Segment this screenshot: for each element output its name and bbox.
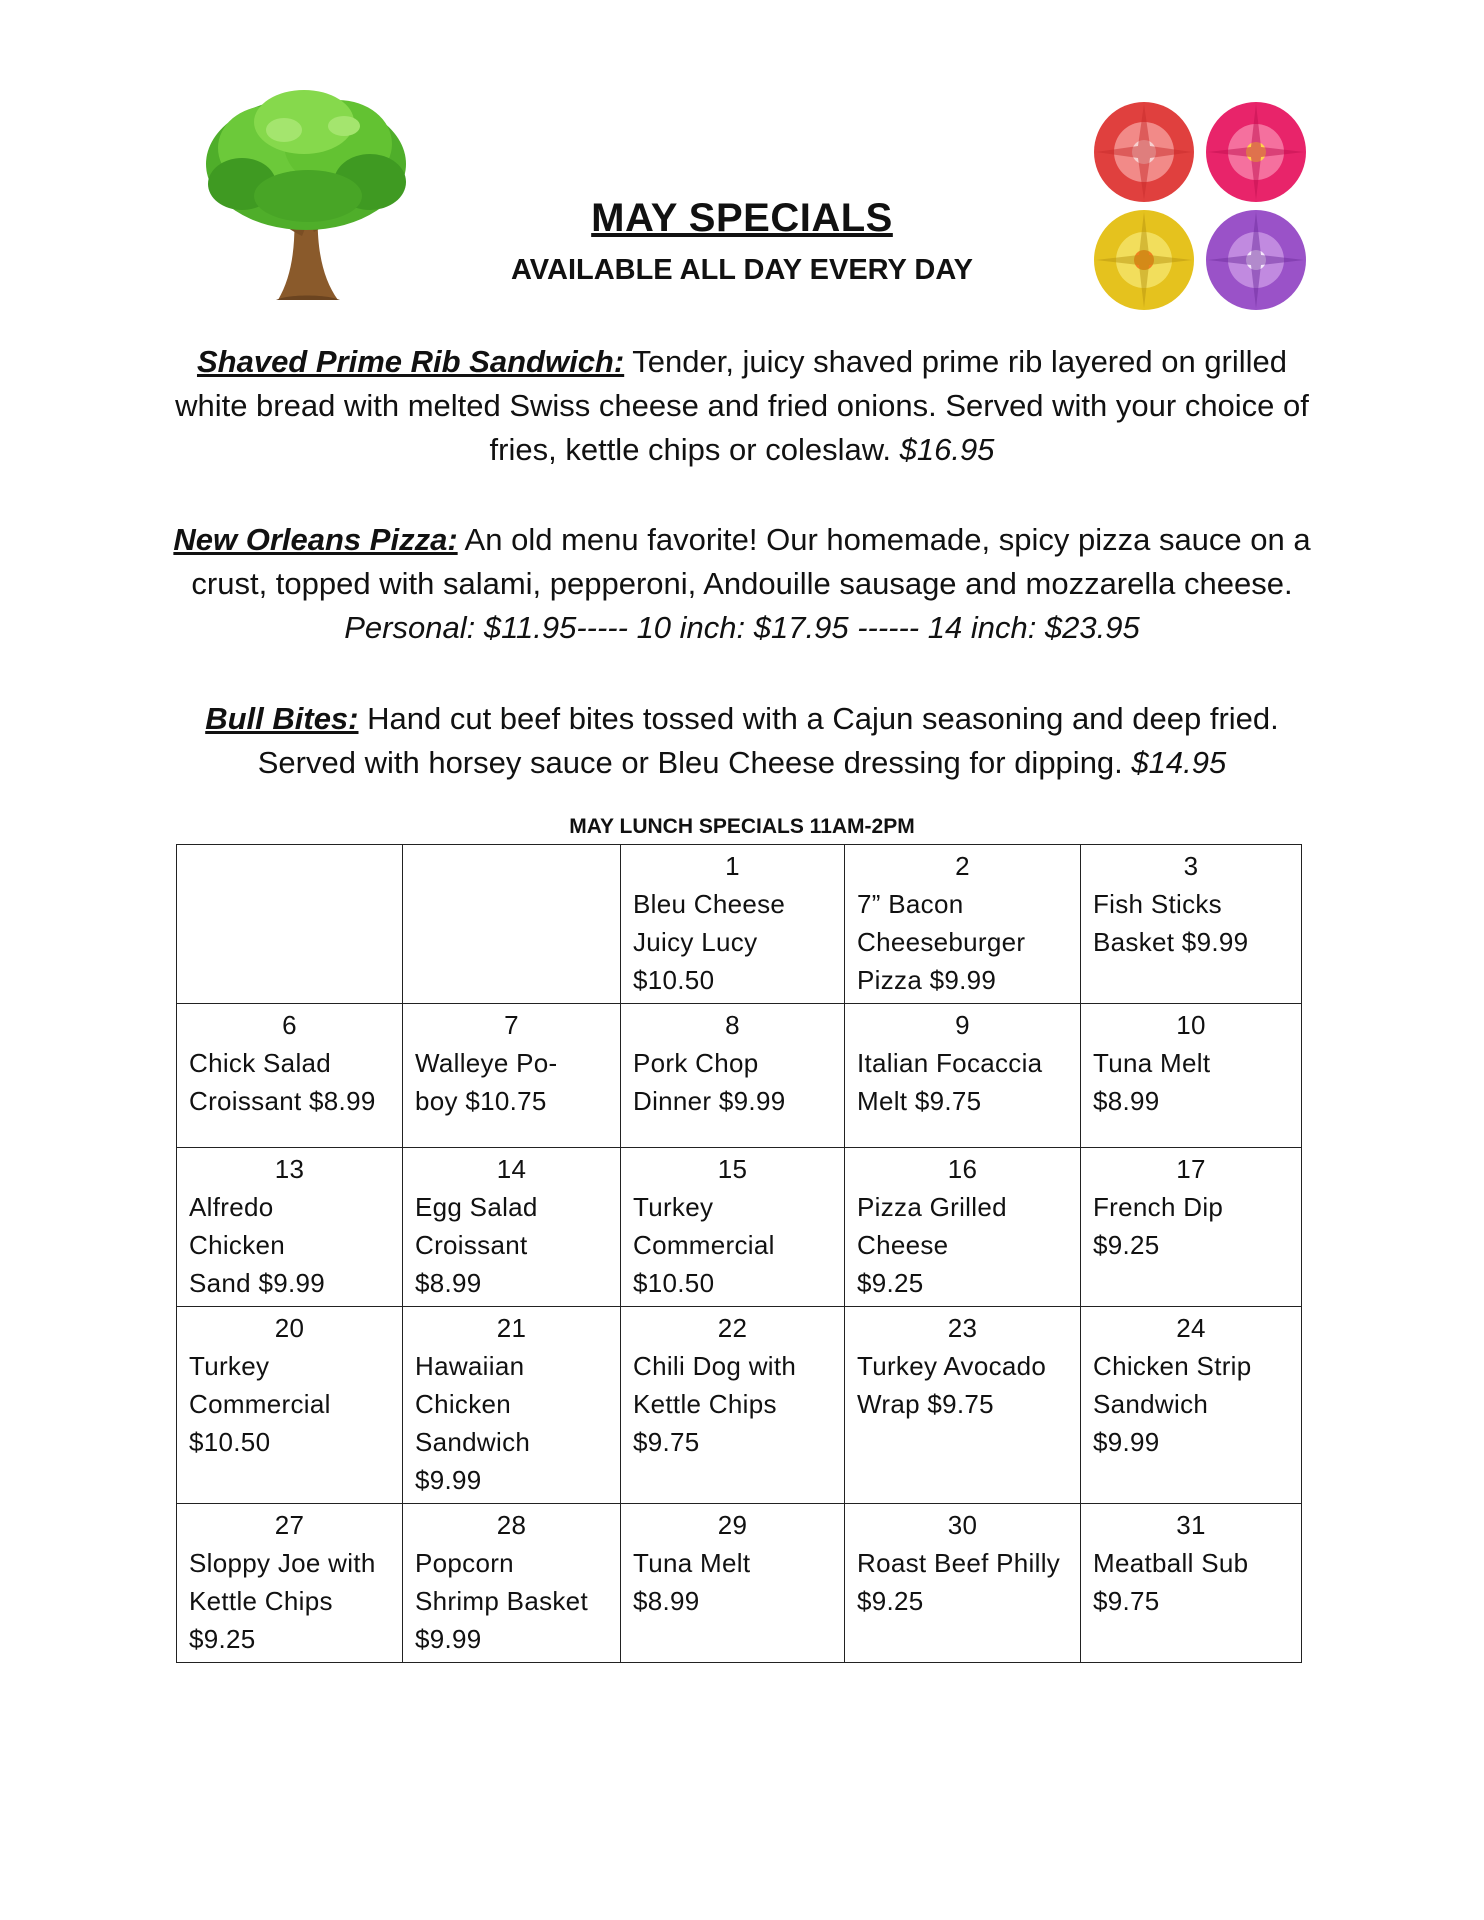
special-bull-bites	[170, 697, 1314, 785]
day-number: 6	[282, 1010, 297, 1040]
special-name: Shaved Prime Rib Sandwich:	[196, 344, 625, 379]
calendar-cell	[621, 1148, 845, 1307]
calendar-cell	[403, 1148, 621, 1307]
calendar-cell	[845, 1004, 1081, 1148]
day-special: Egg Salad Croissant $8.99	[415, 1192, 538, 1298]
day-number: 14	[496, 1154, 527, 1184]
day-special: Chick Salad Croissant $8.99	[189, 1048, 376, 1116]
day-special: Popcorn Shrimp Basket $9.99	[415, 1548, 588, 1654]
day-special: Chicken Strip Sandwich $9.99	[1093, 1351, 1252, 1457]
day-number: 7	[504, 1010, 519, 1040]
page-subtitle: AVAILABLE ALL DAY EVERY DAY	[511, 254, 973, 286]
day-number: 10	[1176, 1010, 1206, 1040]
day-special: Bleu Cheese Juicy Lucy $10.50	[633, 889, 786, 995]
day-number: 17	[1176, 1154, 1206, 1184]
calendar-cell	[621, 1504, 845, 1663]
day-special: 7” Bacon Cheeseburger Pizza $9.99	[857, 889, 1026, 995]
day-number: 27	[274, 1510, 305, 1540]
special-description: An old menu favorite! Our homemade, spicy pizza sauce on a crust, topped with salami, pepperoni, Andouille sausage and mozzarella cheese.	[191, 522, 1311, 601]
calendar-cell	[403, 845, 621, 1004]
calendar-cell	[1081, 1004, 1302, 1148]
day-special: Chili Dog with Kettle Chips $9.75	[633, 1351, 797, 1457]
calendar-cell	[403, 1504, 621, 1663]
day-special: Pork Chop Dinner $9.99	[633, 1048, 786, 1116]
calendar-cell	[403, 1307, 621, 1504]
calendar-cell	[621, 845, 845, 1004]
day-number: 22	[717, 1313, 748, 1343]
calendar-cell	[621, 1004, 845, 1148]
day-number: 31	[1176, 1510, 1206, 1540]
special-price: Personal: $11.95----- 10 inch: $17.95 ------ 14 inch: $23.95	[344, 610, 1140, 645]
day-number: 9	[955, 1010, 970, 1040]
calendar-cell	[845, 1307, 1081, 1504]
day-number: 28	[496, 1510, 527, 1540]
day-number: 24	[1176, 1313, 1206, 1343]
calendar-cell	[1081, 845, 1302, 1004]
day-special: French Dip $9.25	[1093, 1192, 1224, 1260]
day-special: Pizza Grilled Cheese $9.25	[857, 1192, 1007, 1298]
special-name: New Orleans Pizza:	[173, 522, 458, 557]
day-number: 23	[947, 1313, 978, 1343]
day-number: 3	[1183, 851, 1199, 881]
special-price: $16.95	[899, 432, 995, 467]
special-prime-rib	[170, 340, 1314, 472]
calendar-week	[177, 1504, 1302, 1663]
day-number: 21	[496, 1313, 527, 1343]
calendar-cell	[177, 1004, 403, 1148]
day-special: Hawaiian Chicken Sandwich $9.99	[415, 1351, 531, 1495]
day-special: Italian Focaccia Melt $9.75	[857, 1048, 1043, 1116]
day-number: 13	[274, 1154, 305, 1184]
day-special: Turkey Commercial $10.50	[189, 1351, 331, 1457]
day-number: 16	[947, 1154, 978, 1184]
calendar-cell	[845, 1504, 1081, 1663]
calendar-cell	[177, 1504, 403, 1663]
day-number: 8	[725, 1010, 740, 1040]
day-number: 1	[725, 851, 740, 881]
page-title: MAY SPECIALS	[591, 196, 893, 240]
calendar-cell	[621, 1307, 845, 1504]
special-new-orleans-pizza	[170, 518, 1314, 650]
calendar-cell	[845, 1148, 1081, 1307]
lunch-specials-title: MAY LUNCH SPECIALS 11AM-2PM	[569, 815, 915, 838]
day-number: 30	[947, 1510, 978, 1540]
special-description: Hand cut beef bites tossed with a Cajun seasoning and deep fried. Served with horsey sauce or Bleu Cheese dressing for dipping.	[257, 701, 1279, 780]
calendar-cell	[845, 845, 1081, 1004]
day-special: Turkey Avocado Wrap $9.75	[857, 1351, 1047, 1419]
calendar-cell	[1081, 1148, 1302, 1307]
calendar-cell	[1081, 1307, 1302, 1504]
day-number: 2	[955, 851, 970, 881]
calendar-week	[177, 1307, 1302, 1504]
calendar-cell	[403, 1004, 621, 1148]
calendar-week	[177, 845, 1302, 1004]
day-special: Sloppy Joe with Kettle Chips $9.25	[189, 1548, 376, 1654]
special-description: Tender, juicy shaved prime rib layered on grilled white bread with melted Swiss cheese and fried onions. Served with your choice of fries, kettle chips or coleslaw.	[175, 344, 1309, 467]
calendar-cell	[1081, 1504, 1302, 1663]
day-special: Tuna Melt $8.99	[633, 1548, 751, 1616]
day-special: Fish Sticks Basket $9.99	[1093, 889, 1249, 957]
day-special: Alfredo Chicken Sand $9.99	[189, 1192, 326, 1298]
day-special: Walleye Po- boy $10.75	[415, 1048, 558, 1116]
calendar-week	[177, 1148, 1302, 1307]
day-number: 29	[717, 1510, 748, 1540]
day-special: Roast Beef Philly $9.25	[857, 1548, 1061, 1616]
day-number: 20	[274, 1313, 305, 1343]
day-number: 15	[717, 1154, 748, 1184]
calendar-cell	[177, 845, 403, 1004]
special-price: $14.95	[1131, 745, 1227, 780]
special-name: Bull Bites:	[205, 701, 359, 736]
day-special: Turkey Commercial $10.50	[633, 1192, 775, 1298]
calendar-week	[177, 1004, 1302, 1148]
day-special: Tuna Melt $8.99	[1093, 1048, 1211, 1116]
calendar-cell	[177, 1148, 403, 1307]
day-special: Meatball Sub $9.75	[1093, 1548, 1249, 1616]
lunch-specials-calendar	[176, 844, 1302, 1663]
calendar-cell	[177, 1307, 403, 1504]
